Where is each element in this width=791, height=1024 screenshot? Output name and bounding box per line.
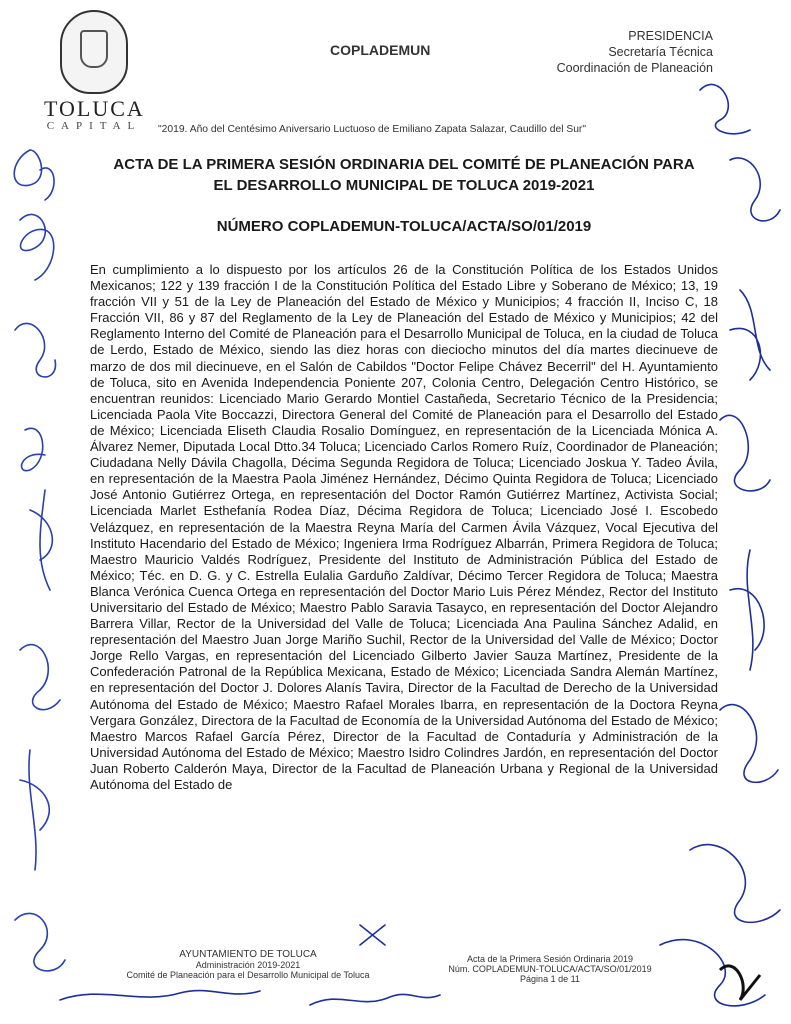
- footer-left: [108, 950, 388, 980]
- document-title: [90, 154, 718, 196]
- coat-of-arms-icon: [60, 10, 128, 94]
- title-line-1: ACTA DE LA PRIMERA SESIÓN ORDINARIA DEL COMITÉ DE PLANEACIÓN PARA: [113, 156, 695, 173]
- footer-left-line-3: Comité de Planeación para el Desarrollo Municipal de Toluca: [126, 970, 370, 980]
- logo-subtitle: CAPITAL: [46, 120, 142, 132]
- footer-right: [420, 954, 680, 984]
- year-motto: "2019. Año del Centésimo Aniversario Luctuoso de Emiliano Zapata Salazar, Caudillo del Sur": [158, 124, 587, 135]
- logo-name: TOLUCA: [44, 96, 145, 121]
- toluca-logo: [44, 10, 144, 132]
- footer-right-line-3: Página 1 de 11: [520, 974, 580, 984]
- body-paragraph: En cumplimiento a lo dispuesto por los artículos 26 de la Constitución Política de los Estados Unidos Mexicanos; 122 y 139 fracción I de la Constitución Política del Estado Libre y Soberano de México; 13, 19 fracción VII y 51 de la Ley de Planeación del Estado de México y Municipios; 4 fracción II, Inciso C, 18 Fracción VII, 86 y 87 del Reglamento de la Ley de Planeación del Estado de México y Municipios; 42 del Reglamento Interno del Comité de Planeación para el Desarrollo Municipal de Toluca, en la ciudad de Toluca de Lerdo, Estado de México, siendo las diez horas con dieciocho minutos del día martes diecinueve de marzo de dos mil diecinueve, en el Salón de Cabildos "Doctor Felipe Chávez Becerril" del H. Ayuntamiento de Toluca, sito en Avenida Independencia Poniente 207, Colonia Centro, Delegación Centro Histórico, se encuentran reunidos: Licenciado Mario Gerardo Montiel Castañeda, Secretario Técnico de la Presidencia; Licenciada Paola Vite Boccazzi, Directora General del Comité de Planeación para el Desarrollo del Estado de México; Licenciada Eliseth Claudia Rosalio Domínguez, en representación de la Licenciada Mónica A. Álvarez Nemer, Diputada Local Dtto.34 Toluca; Licenciado Carlos Romero Ruíz, Coordinador de Planeación; Ciudadana Nelly Dávila Chagolla, Décima Segunda Regidora de Toluca; Licenciado Joskua Y. Tadeo Ávila, en representación de la Maestra Paola Jiménez Hernández, Décimo Quinta Regidora de Toluca; Licenciado José Antonio Gutiérrez Ortega, en representación del Doctor Ramón Gutiérrez Martínez, Activista Social; Licenciada Marlet Esthefanía Rodea Díaz, Décima Regidora de Toluca; Licenciado José I. Escobedo Velázquez, en representación de la Maestra Reyna María del Carmen Ávila Vázquez, Vocal Ejecutiva del Instituto Hacendario del Estado de México; Ingeniera Irma Rodríguez Albarrán, Primera Regidora de Toluca; Maestro Mauricio Valdés Rodríguez, Presidente del Instituto de Administración Pública del Estado de México; Téc. en D. G. y C. Estrella Eulalia Garduño Zaldívar, Décimo Tercer Regidora de Toluca; Maestra Blanca Verónica Cuenca Ortega en representación del Doctor Mario Luis Pérez Méndez, Rector del Instituto Universitario del Estado de México; Maestro Pablo Saravia Tasayco, en representación del Doctor Alejandro Barrera Villar, Rector de la Universidad del Valle de Toluca; Licenciada Ana Paulina Sánchez Adalid, en representación del Maestro Juan Jorge Mariño Suchil, Rector de la Universidad del Valle de México; Doctor Jorge Rello Vargas, en representación del Licenciado Gilberto Javier Sauza Martínez, Presidente de la Confederación Patronal de la República Mexicana, Estado de México; Licenciada Sandra Alemán Martínez, en representación del Doctor J. Dolores Alanís Tavira, Director de la Facultad de Derecho de la Universidad Autónoma del Estado de México; Maestro Rafael Morales Ibarra, en representación de la Doctora Reyna Vergara González, Directora de la Facultad de Economía de la Universidad Autónoma del Estado de México; Maestro Marcos Rafael García Pérez, Director de la Facultad de Contaduría y Administración de la Universidad Autónoma del Estado de México; Maestro Isidro Colindres Jardón, en representación del Doctor Juan Roberto Calderón Maya, Director de la Facultad de Planeación Urbana y Regional de la Universidad Autónoma del Estado de: [90, 262, 718, 792]
- header-right-line-2: Secretaría Técnica: [608, 45, 713, 59]
- left-margin-signatures: [0, 130, 80, 990]
- header-center-title: COPLADEMUN: [330, 42, 431, 58]
- footer-right-line-1: Acta de la Primera Sesión Ordinaria 2019: [466, 954, 634, 964]
- footer-right-line-2: Núm. COPLADEMUN-TOLUCA/ACTA/SO/01/2019: [448, 964, 652, 974]
- header-right-line-1: PRESIDENCIA: [628, 29, 713, 43]
- footer-left-line-1: AYUNTAMIENTO DE TOLUCA: [179, 949, 317, 960]
- footer-left-line-2: Administración 2019-2021: [195, 960, 301, 970]
- header-right-line-3: Coordinación de Planeación: [556, 61, 713, 75]
- document-number: NÚMERO COPLADEMUN-TOLUCA/ACTA/SO/01/2019: [216, 218, 592, 235]
- title-line-2: EL DESARROLLO MUNICIPAL DE TOLUCA 2019-2021: [213, 177, 595, 194]
- header-right-block: [557, 28, 713, 76]
